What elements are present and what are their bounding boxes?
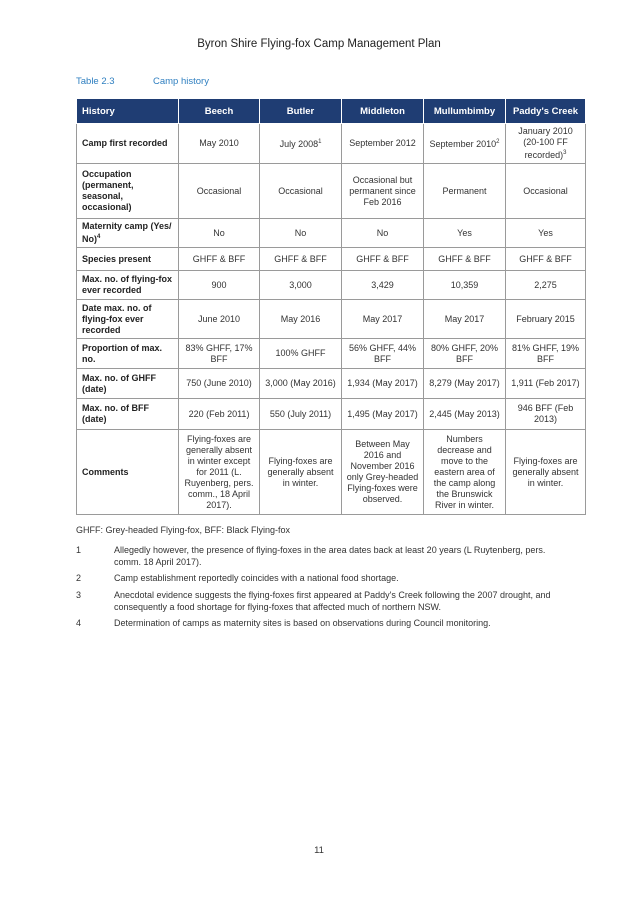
row-label: Maternity camp (Yes/ No)$^4$ (77, 219, 179, 248)
table-caption (76, 76, 209, 87)
table-row (77, 399, 586, 430)
table-cell: 3,000 (260, 271, 342, 300)
footnote-number: 2 (76, 573, 82, 583)
table-cell: 8,279 (May 2017) (424, 369, 506, 399)
table-cell: 220 (Feb 2011) (179, 399, 260, 430)
table-cell: 81% GHFF, 19% BFF (506, 339, 586, 369)
table-cell: No (342, 219, 424, 248)
column-header: Paddy's Creek (506, 99, 586, 124)
table-cell: Between May 2016 and November 2016 only Grey-headed Flying-foxes were observed. (342, 430, 424, 515)
row-label: Comments (77, 430, 179, 515)
footnote-marker: 3 (563, 150, 567, 156)
caption-label: Table 2.3 (76, 76, 115, 87)
table-cell: 3,000 (May 2016) (260, 369, 342, 399)
table-cell: 1,495 (May 2017) (342, 399, 424, 430)
row-label: Max. no. of flying-fox ever recorded (77, 271, 179, 300)
row-label: Species present (77, 248, 179, 271)
footnote-marker: 1 (318, 139, 322, 145)
table-cell: GHFF & BFF (506, 248, 586, 271)
table-cell: Numbers decrease and move to the eastern area of the camp along the Brunswick River in winter. (424, 430, 506, 515)
footnote (76, 589, 566, 613)
table-row (77, 164, 586, 219)
table-row (77, 430, 586, 515)
table-header-row (77, 99, 586, 124)
row-label: Max. no. of BFF (date) (77, 399, 179, 430)
column-header: History (77, 99, 179, 124)
table-cell: No (179, 219, 260, 248)
table-cell: 550 (July 2011) (260, 399, 342, 430)
table-cell: Occasional (260, 164, 342, 219)
footnote-number: 3 (76, 590, 82, 600)
table-row (77, 219, 586, 248)
table-row (77, 124, 586, 164)
table-cell: Occasional but permanent since Feb 2016 (342, 164, 424, 219)
table-cell: May 2016 (260, 300, 342, 339)
table-cell: May 2017 (424, 300, 506, 339)
table-cell: 56% GHFF, 44% BFF (342, 339, 424, 369)
footnote (76, 544, 566, 568)
table-cell: 3,429 (342, 271, 424, 300)
table-cell: 1,934 (May 2017) (342, 369, 424, 399)
table-cell: 80% GHFF, 20% BFF (424, 339, 506, 369)
table-cell: No (260, 219, 342, 248)
column-header: Butler (260, 99, 342, 124)
footnote-text: Anecdotal evidence suggests the flying-foxes first appeared at Paddy's Creek following the 2007 drought, and consequently a food shortage for flying-foxes that affected much of northern NSW. (114, 590, 551, 612)
table-cell: May 2010 (179, 124, 260, 164)
table-cell: Flying-foxes are generally absent in winter. (260, 430, 342, 515)
table-cell: Occasional (179, 164, 260, 219)
table-cell: May 2017 (342, 300, 424, 339)
row-label: Occupation (permanent, seasonal, occasional) (77, 164, 179, 219)
table-cell: 10,359 (424, 271, 506, 300)
table-cell: 100% GHFF (260, 339, 342, 369)
table-cell: September 2010$^2$ (424, 124, 506, 164)
table-cell: 2,445 (May 2013) (424, 399, 506, 430)
table-cell: 900 (179, 271, 260, 300)
table-cell: January 2010 (20-100 FF recorded)$^3$ (506, 124, 586, 164)
table-cell: 2,275 (506, 271, 586, 300)
table-cell: September 2012 (342, 124, 424, 164)
caption-title: Camp history (153, 76, 209, 87)
table-cell: GHFF & BFF (342, 248, 424, 271)
table-cell: July 2008$^1$ (260, 124, 342, 164)
footnote-text: Allegedly however, the presence of flying-foxes in the area dates back at least 20 years (L Ruytenberg, pers. comm. 18 April 2017). (114, 545, 546, 567)
table-cell: GHFF & BFF (424, 248, 506, 271)
footnote-number: 4 (76, 618, 82, 628)
table-cell: 946 BFF (Feb 2013) (506, 399, 586, 430)
table-cell: February 2015 (506, 300, 586, 339)
table-cell: Yes (424, 219, 506, 248)
footnote-text: Camp establishment reportedly coincides with a national food shortage. (114, 573, 399, 583)
table-cell: GHFF & BFF (179, 248, 260, 271)
table-cell: Flying-foxes are generally absent in winter. (506, 430, 586, 515)
row-label: Camp first recorded (77, 124, 179, 164)
page-number: 11 (314, 845, 324, 856)
camp-history-table (76, 98, 586, 515)
column-header: Mullumbimby (424, 99, 506, 124)
page-header: Byron Shire Flying-fox Camp Management Plan (197, 38, 441, 50)
footnote (76, 572, 566, 584)
footnote-text: Determination of camps as maternity sites is based on observations during Council monitoring. (114, 618, 491, 628)
table-cell: Occasional (506, 164, 586, 219)
table-row (77, 271, 586, 300)
table-cell: 83% GHFF, 17% BFF (179, 339, 260, 369)
table-cell: Flying-foxes are generally absent in winter except for 2011 (L. Ruyenberg, pers. comm., 18 April 2017). (179, 430, 260, 515)
table-row (77, 339, 586, 369)
footnote (76, 617, 566, 629)
table-cell: Yes (506, 219, 586, 248)
footnote-marker: 4 (97, 234, 101, 240)
table-row (77, 248, 586, 271)
table-cell: GHFF & BFF (260, 248, 342, 271)
row-label: Proportion of max. no. (77, 339, 179, 369)
row-label: Max. no. of GHFF (date) (77, 369, 179, 399)
table-cell: 1,911 (Feb 2017) (506, 369, 586, 399)
footnote-number: 1 (76, 545, 82, 555)
column-header: Beech (179, 99, 260, 124)
table-row (77, 369, 586, 399)
table-cell: 750 (June 2010) (179, 369, 260, 399)
footnote-marker: 2 (496, 139, 500, 145)
table-cell: June 2010 (179, 300, 260, 339)
column-header: Middleton (342, 99, 424, 124)
table-row (77, 300, 586, 339)
abbreviations-note: GHFF: Grey-headed Flying-fox, BFF: Black Flying-fox (76, 525, 291, 535)
table-cell: Permanent (424, 164, 506, 219)
row-label: Date max. no. of flying-fox ever recorded (77, 300, 179, 339)
